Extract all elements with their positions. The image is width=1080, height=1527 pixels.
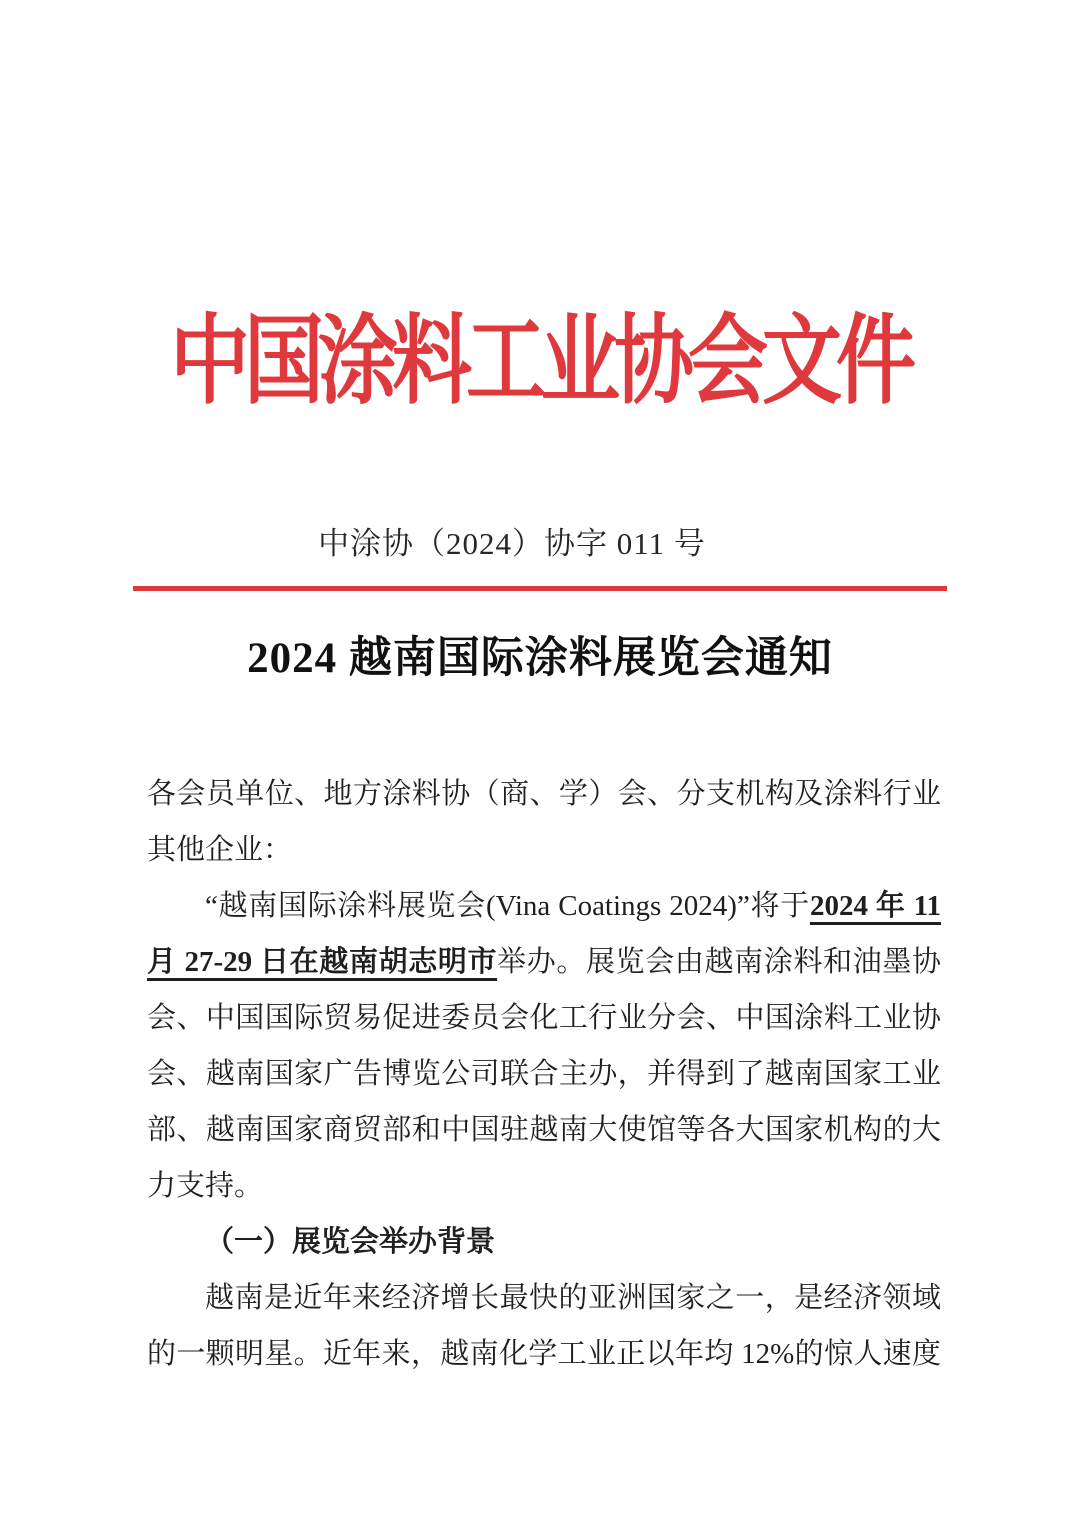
intro-line-5 bbox=[147, 1102, 941, 1158]
text-run: 会、越南国家广告博览公司联合主办，并得到了越南国家工业 bbox=[147, 1058, 941, 1090]
text-run: 其他企业： bbox=[147, 834, 293, 866]
text-run: 举办。展览会由越南涂料和油墨协 bbox=[497, 946, 941, 978]
text-run: “越南国际涂料展览会(Vina Coatings 2024)”将于 bbox=[205, 890, 810, 922]
text-run: 会、中国国际贸易促进委员会化工行业分会、中国涂料工业协 bbox=[147, 1002, 941, 1034]
addressee-line-1 bbox=[147, 766, 941, 822]
intro-line-3 bbox=[147, 990, 941, 1046]
intro-line-4 bbox=[147, 1046, 941, 1102]
text-run: 力支持。 bbox=[147, 1170, 264, 1202]
text-run: 部、越南国家商贸部和中国驻越南大使馆等各大国家机构的大 bbox=[147, 1114, 941, 1146]
section-heading-1 bbox=[147, 1214, 941, 1270]
intro-line-2 bbox=[147, 934, 941, 990]
text-run: 月 27-29 日在越南胡志明市 bbox=[147, 946, 498, 978]
text-run: 的一颗明星。近年来，越南化学工业正以年均 12%的惊人速度 bbox=[147, 1338, 941, 1370]
text-run: （一）展览会举办背景 bbox=[205, 1226, 496, 1258]
org-header-title: 中国涂料工业协会文件 bbox=[170, 308, 910, 417]
red-divider-rule bbox=[133, 586, 947, 591]
text-run: 越南是近年来经济增长最快的亚洲国家之一，是经济领域 bbox=[205, 1282, 941, 1314]
background-line-1 bbox=[147, 1270, 941, 1326]
document-title: 2024 越南国际涂料展览会通知 bbox=[247, 635, 833, 682]
text-run: 各会员单位、地方涂料协（商、学）会、分支机构及涂料行业 bbox=[147, 778, 941, 810]
text-run: 2024 年 11 bbox=[809, 890, 941, 922]
intro-line-1 bbox=[147, 878, 941, 934]
document-body bbox=[147, 766, 941, 1382]
doc-reference-number: 中涂协（2024）协字 011 号 bbox=[318, 526, 706, 561]
background-line-2 bbox=[147, 1326, 941, 1382]
intro-line-6 bbox=[147, 1158, 941, 1214]
addressee-line-2 bbox=[147, 822, 941, 878]
